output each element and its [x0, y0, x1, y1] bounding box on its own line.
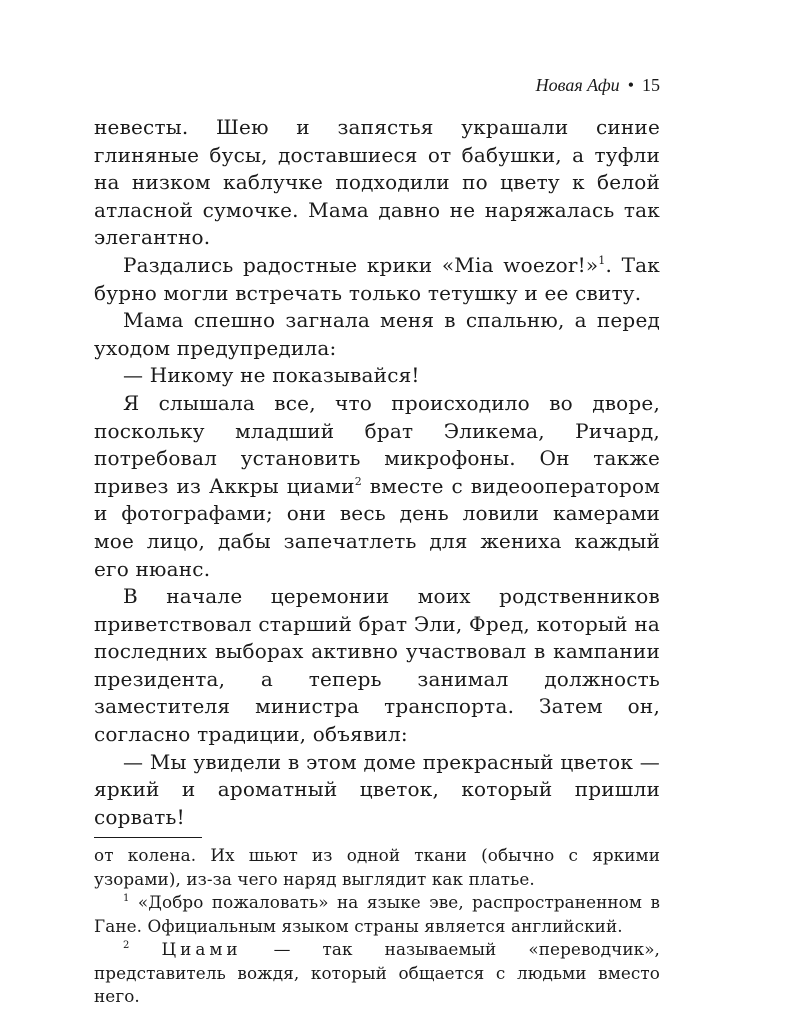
footnote-2 — [94, 938, 660, 1009]
paragraph-5-text-a: Я слышала все, что происходило во дворе, поскольку младший брат Эликема, Ричард, потребовал установить микрофоны. Он также привез из Аккры циами — [94, 390, 660, 498]
paragraph-2-text: Раздались радостные крики «Mia woezor!» — [123, 252, 599, 277]
paragraph-4-dialogue: — Никому не показывайся! — [123, 363, 420, 388]
paragraph-6: В начале церемонии моих родственников приветствовал старший брат Эли, Фред, который на последних выборах активно участвовал в кампании президента, а теперь занимал должность заместителя министра транспорта. Затем он, согласно традиции, объявил: — [94, 584, 660, 747]
footnote-continued: от колена. Их шьют из одной ткани (обычно с яркими узорами), из-за чего наряд выглядит как платье. — [94, 845, 660, 889]
paragraph-7-dialogue: — Мы увидели в этом доме прекрасный цветок — яркий и ароматный цветок, который пришли сорвать! — [94, 749, 660, 829]
paragraph-2 — [94, 252, 660, 307]
footnote-1-text: «Добро пожаловать» на языке эве, распространенном в Гане. Официальным языком страны является английский. — [94, 892, 660, 936]
paragraph-5-text-b: вместе с видеооператором и фотографами; они весь день ловили камерами мое лицо, дабы запечатлеть для жениха каждый его нюанс. — [94, 473, 660, 581]
footnote-1-mark: 1 — [123, 893, 130, 905]
book-title: Новая Афи — [535, 75, 620, 95]
book-page — [94, 70, 660, 1007]
footnote-1 — [94, 891, 660, 938]
running-header — [94, 70, 660, 114]
header-separator: • — [627, 75, 634, 95]
footnote-ref-2: 2 — [354, 474, 362, 488]
footnote-ref-1: 1 — [598, 253, 606, 267]
footnote-2-text: — так называемый «переводчик», представитель вождя, который общается с людьми вместо него. — [94, 939, 660, 1007]
paragraph-3: Мама спешно загнала меня в спальню, а перед уходом предупредила: — [94, 308, 660, 360]
footnote-divider — [94, 837, 202, 838]
paragraph-1: невесты. Шею и запястья украшали синие глиняные бусы, доставшиеся от бабушки, а туфли на низком каблучке подходили по цвету к белой атласной сумочке. Мама давно не наряжалась так элегантно. — [94, 115, 660, 250]
paragraph-2-rest: . Так бурно могли встречать только тетушку и ее свиту. — [94, 252, 660, 305]
footnotes — [94, 844, 660, 1009]
page-number: 15 — [642, 75, 660, 95]
footnote-2-mark: 2 — [123, 940, 130, 952]
paragraph-5 — [94, 390, 660, 583]
footnote-2-term: Циами — [161, 939, 242, 960]
main-text — [94, 114, 660, 831]
